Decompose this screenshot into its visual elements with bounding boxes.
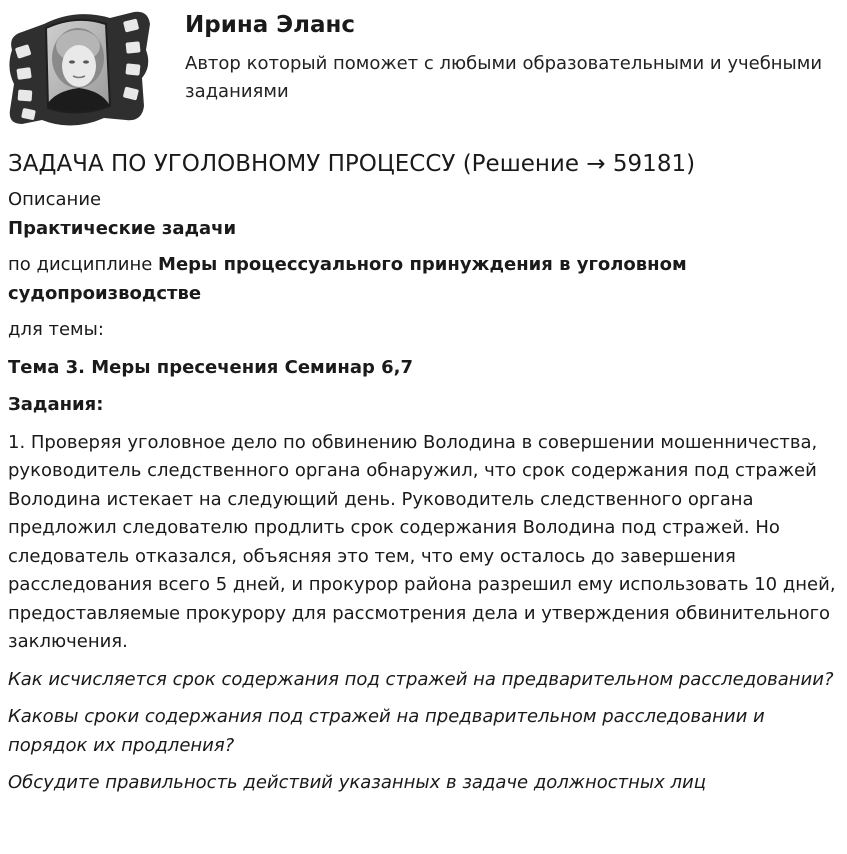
discipline-line [8,251,838,308]
author-name: Ирина Эланс [185,12,356,38]
topic-name: Тема 3. Меры пресечения Семинар 6,7 [8,356,413,378]
topic-label: для темы: [8,319,104,340]
task-content [8,148,838,798]
avatar [6,6,152,130]
description-label: Описание [8,189,102,210]
discipline-prefix: по дисциплине [8,254,159,275]
film-frame-avatar-icon [6,6,152,130]
author-description: Автор который поможет с любыми образовательными и учебными заданиями [185,53,823,102]
case-text: 1. Проверяя уголовное дело по обвинению Володина в совершении мошенничества, руководитель следственного органа обнаружил, что срок содержания под стражей Володина истекает на следующий день. Руководитель следственного органа предложил следователю продлить срок содержания Володина под стражей. Но следователь отказался, объясняя это тем, что ему осталось до завершения расследования всего 5 дней, и прокурор района разрешил ему использовать 10 дней, предоставляемые прокурору для рассмотрения дела и утверждения обвинительного заключения. [8,431,836,652]
task-type: Практические задачи [8,217,237,239]
tasks-label: Задания: [8,394,104,415]
question-1: Как исчисляется срок содержания под стражей на предварительном расследовании? [8,668,834,690]
question-3: Обсудите правильность действий указанных в задаче должностных лиц [8,772,706,793]
discipline-name: Меры процессуального принуждения в уголовном судопроизводстве [8,254,687,304]
author-header [0,0,847,140]
question-2: Каковы сроки содержания под стражей на предварительном расследовании и порядок их продления? [8,706,765,756]
task-title: ЗАДАЧА ПО УГОЛОВНОМУ ПРОЦЕССУ (Решение → 59181) [8,151,696,177]
